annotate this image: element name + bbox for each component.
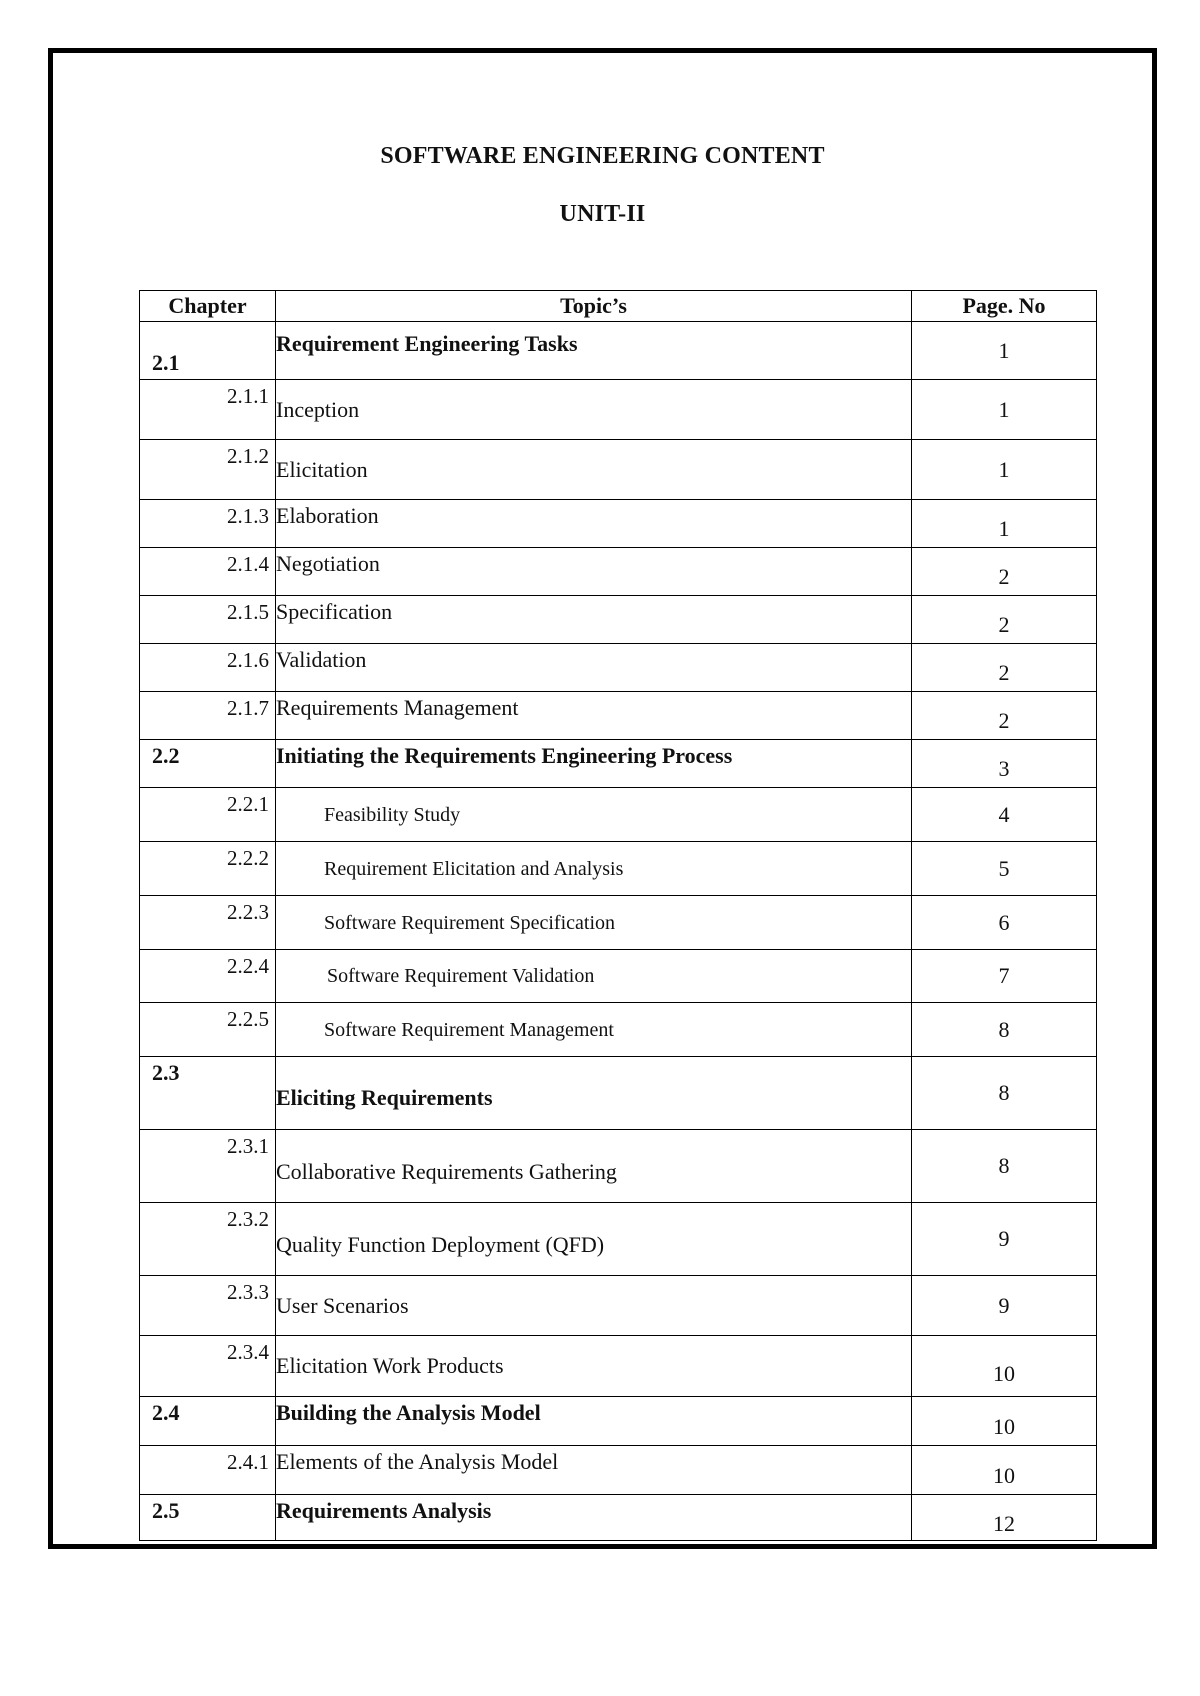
document-title: SOFTWARE ENGINEERING CONTENT xyxy=(380,143,825,169)
table-row xyxy=(140,322,1097,380)
chapter-number: 2.4.1 xyxy=(140,1446,276,1495)
table-row xyxy=(140,1336,1097,1397)
page-number: 1 xyxy=(912,500,1097,548)
topic-title: Requirement Engineering Tasks xyxy=(276,322,912,380)
page-border xyxy=(48,48,1157,1549)
chapter-number: 2.2.2 xyxy=(140,842,276,896)
page-column-header: Page. No xyxy=(912,291,1097,322)
topic-title: Requirements Analysis xyxy=(276,1495,912,1541)
table-row xyxy=(140,1446,1097,1495)
chapter-number: 2.3.3 xyxy=(140,1276,276,1336)
table-row xyxy=(140,1276,1097,1336)
page-number: 5 xyxy=(912,842,1097,896)
table-row xyxy=(140,1057,1097,1130)
table-row xyxy=(140,380,1097,440)
chapter-number: 2.3 xyxy=(140,1057,276,1130)
chapter-number: 2.2 xyxy=(140,740,276,788)
page-number: 4 xyxy=(912,788,1097,842)
topic-title: Elaboration xyxy=(276,500,912,548)
chapter-number: 2.2.1 xyxy=(140,788,276,842)
topic-title: Collaborative Requirements Gathering xyxy=(276,1130,912,1203)
page-number: 9 xyxy=(912,1276,1097,1336)
table-row xyxy=(140,596,1097,644)
topic-title: Elements of the Analysis Model xyxy=(276,1446,912,1495)
topic-title: Specification xyxy=(276,596,912,644)
unit-heading: UNIT-II xyxy=(559,201,646,227)
table-row xyxy=(140,1495,1097,1541)
table-row xyxy=(140,1003,1097,1057)
page-number: 3 xyxy=(912,740,1097,788)
table-row xyxy=(140,548,1097,596)
topic-title: Validation xyxy=(276,644,912,692)
page-number: 12 xyxy=(912,1495,1097,1541)
chapter-number: 2.1.7 xyxy=(140,692,276,740)
page-number: 1 xyxy=(912,322,1097,380)
page-number: 1 xyxy=(912,440,1097,500)
topic-title: Requirement Elicitation and Analysis xyxy=(276,842,912,896)
chapter-number: 2.5 xyxy=(140,1495,276,1541)
chapter-number: 2.3.4 xyxy=(140,1336,276,1397)
topic-title: Requirements Management xyxy=(276,692,912,740)
table-row xyxy=(140,500,1097,548)
table-row xyxy=(140,740,1097,788)
table-row xyxy=(140,644,1097,692)
table-row xyxy=(140,788,1097,842)
chapter-number: 2.1.4 xyxy=(140,548,276,596)
chapter-number: 2.1 xyxy=(140,322,276,380)
page-number: 8 xyxy=(912,1057,1097,1130)
page-number: 2 xyxy=(912,596,1097,644)
topic-title: Software Requirement Validation xyxy=(276,950,912,1003)
topic-title: Building the Analysis Model xyxy=(276,1397,912,1446)
chapter-number: 2.3.1 xyxy=(140,1130,276,1203)
chapter-number: 2.1.1 xyxy=(140,380,276,440)
table-row xyxy=(140,842,1097,896)
page-number: 2 xyxy=(912,644,1097,692)
topic-title: Elicitation Work Products xyxy=(276,1336,912,1397)
table-row xyxy=(140,896,1097,950)
table-row xyxy=(140,1397,1097,1446)
table-row xyxy=(140,1130,1097,1203)
topic-title: Software Requirement Specification xyxy=(276,896,912,950)
page-number: 2 xyxy=(912,692,1097,740)
chapter-number: 2.2.5 xyxy=(140,1003,276,1057)
page-number: 10 xyxy=(912,1336,1097,1397)
table-row xyxy=(140,440,1097,500)
topic-column-header: Topic’s xyxy=(276,291,912,322)
topic-title: Elicitation xyxy=(276,440,912,500)
page-number: 7 xyxy=(912,950,1097,1003)
chapter-number: 2.2.4 xyxy=(140,950,276,1003)
topic-title: Quality Function Deployment (QFD) xyxy=(276,1203,912,1276)
chapter-number: 2.1.3 xyxy=(140,500,276,548)
page-number: 8 xyxy=(912,1003,1097,1057)
page-number: 9 xyxy=(912,1203,1097,1276)
topic-title: Inception xyxy=(276,380,912,440)
topic-title: Feasibility Study xyxy=(276,788,912,842)
table-row xyxy=(140,950,1097,1003)
table-row xyxy=(140,692,1097,740)
page-number: 10 xyxy=(912,1446,1097,1495)
page-number: 8 xyxy=(912,1130,1097,1203)
chapter-number: 2.2.3 xyxy=(140,896,276,950)
topic-title: Negotiation xyxy=(276,548,912,596)
topic-title: Software Requirement Management xyxy=(276,1003,912,1057)
topic-title: User Scenarios xyxy=(276,1276,912,1336)
table-row xyxy=(140,1203,1097,1276)
chapter-number: 2.1.6 xyxy=(140,644,276,692)
topic-title: Eliciting Requirements xyxy=(276,1057,912,1130)
chapter-number: 2.4 xyxy=(140,1397,276,1446)
chapter-number: 2.3.2 xyxy=(140,1203,276,1276)
contents-table xyxy=(139,290,1097,1541)
chapter-number: 2.1.2 xyxy=(140,440,276,500)
chapter-column-header: Chapter xyxy=(140,291,276,322)
page-number: 2 xyxy=(912,548,1097,596)
page-number: 1 xyxy=(912,380,1097,440)
chapter-number: 2.1.5 xyxy=(140,596,276,644)
table-header-row xyxy=(140,291,1097,322)
page-number: 6 xyxy=(912,896,1097,950)
page-number: 10 xyxy=(912,1397,1097,1446)
topic-title: Initiating the Requirements Engineering Process xyxy=(276,740,912,788)
